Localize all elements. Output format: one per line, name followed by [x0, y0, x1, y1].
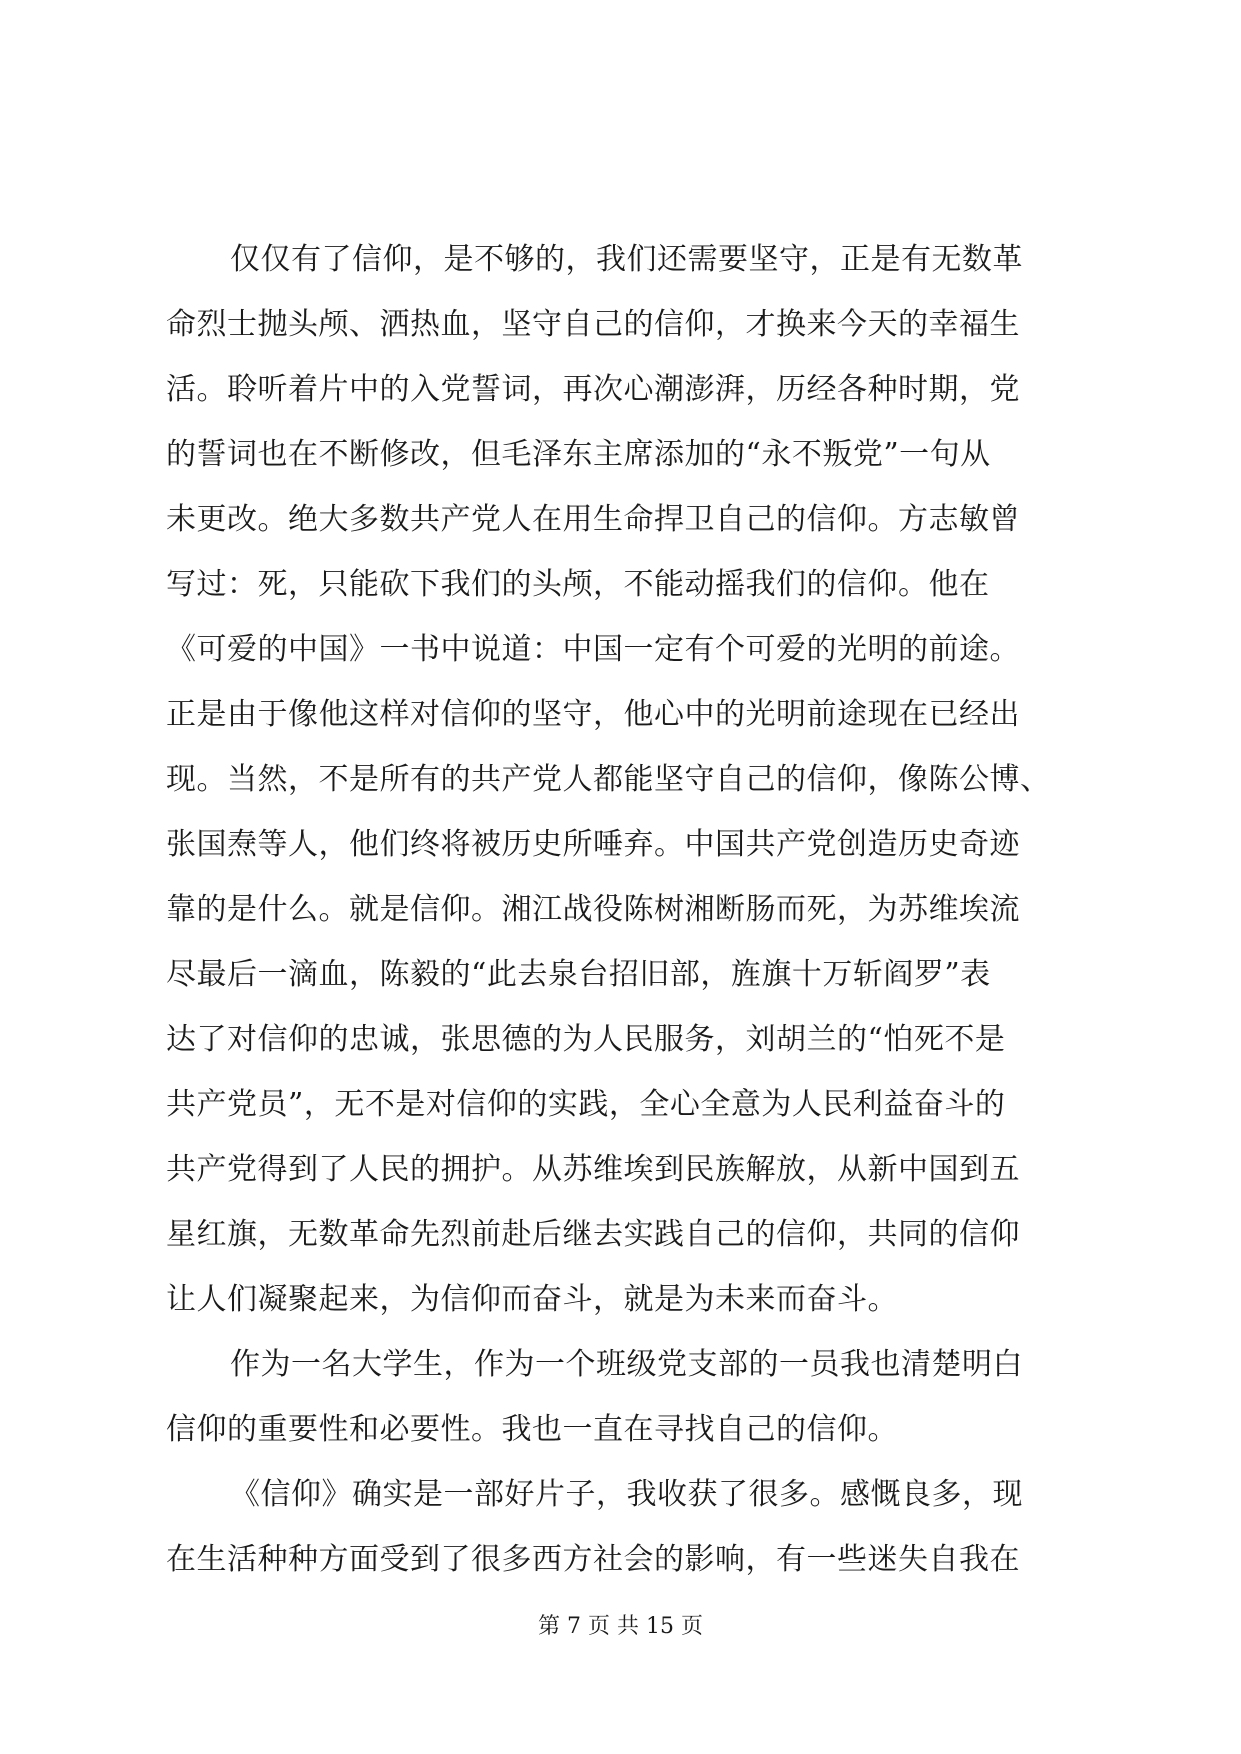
- text-line: 命烈士抛头颅、洒热血，坚守自己的信仰，才换来今天的幸福生: [166, 307, 1020, 342]
- text-line: 《信仰》确实是一部好片子，我收获了很多。感慨良多，现: [230, 1477, 1023, 1512]
- text-line: 仅仅有了信仰，是不够的，我们还需要坚守，正是有无数革: [230, 242, 1023, 277]
- text-line: 活。聆听着片中的入党誓词，再次心潮澎湃，历经各种时期，党: [166, 372, 1020, 407]
- body-text: [166, 227, 1086, 1592]
- text-line: 共产党员”，无不是对信仰的实践，全心全意为人民利益奋斗的: [166, 1087, 1006, 1122]
- text-line: 作为一名大学生，作为一个班级党支部的一员我也清楚明白: [230, 1347, 1023, 1382]
- text-line: 让人们凝聚起来，为信仰而奋斗，就是为未来而奋斗。: [166, 1282, 898, 1317]
- text-line: 正是由于像他这样对信仰的坚守，他心中的光明前途现在已经出: [166, 697, 1020, 732]
- text-line: 靠的是什么。就是信仰。湘江战役陈树湘断肠而死，为苏维埃流: [166, 892, 1020, 927]
- text-line: 的誓词也在不断修改，但毛泽东主席添加的“永不叛党”一句从: [166, 437, 991, 472]
- text-line: 达了对信仰的忠诚，张思德的为人民服务，刘胡兰的“怕死不是: [166, 1022, 1006, 1057]
- text-line: 尽最后一滴血，陈毅的“此去泉台招旧部，旌旗十万斩阎罗”表: [166, 957, 991, 992]
- text-line: 在生活种种方面受到了很多西方社会的影响，有一些迷失自我在: [166, 1542, 1020, 1577]
- text-line: 星红旗，无数革命先烈前赴后继去实践自己的信仰，共同的信仰: [166, 1217, 1020, 1252]
- text-line: 写过：死，只能砍下我们的头颅，不能动摇我们的信仰。他在: [166, 567, 990, 602]
- text-line: 信仰的重要性和必要性。我也一直在寻找自己的信仰。: [166, 1412, 898, 1447]
- text-line: 现。当然，不是所有的共产党人都能坚守自己的信仰，像陈公博、: [166, 762, 1051, 797]
- text-line: 张国焘等人，他们终将被历史所唾弃。中国共产党创造历史奇迹: [166, 827, 1020, 862]
- page-footer: 第 7 页 共 15 页: [538, 1614, 703, 1639]
- text-line: 未更改。绝大多数共产党人在用生命捍卫自己的信仰。方志敏曾: [166, 502, 1020, 537]
- text-line: 共产党得到了人民的拥护。从苏维埃到民族解放，从新中国到五: [166, 1152, 1020, 1187]
- text-line: 《可爱的中国》一书中说道：中国一定有个可爱的光明的前途。: [166, 632, 1020, 667]
